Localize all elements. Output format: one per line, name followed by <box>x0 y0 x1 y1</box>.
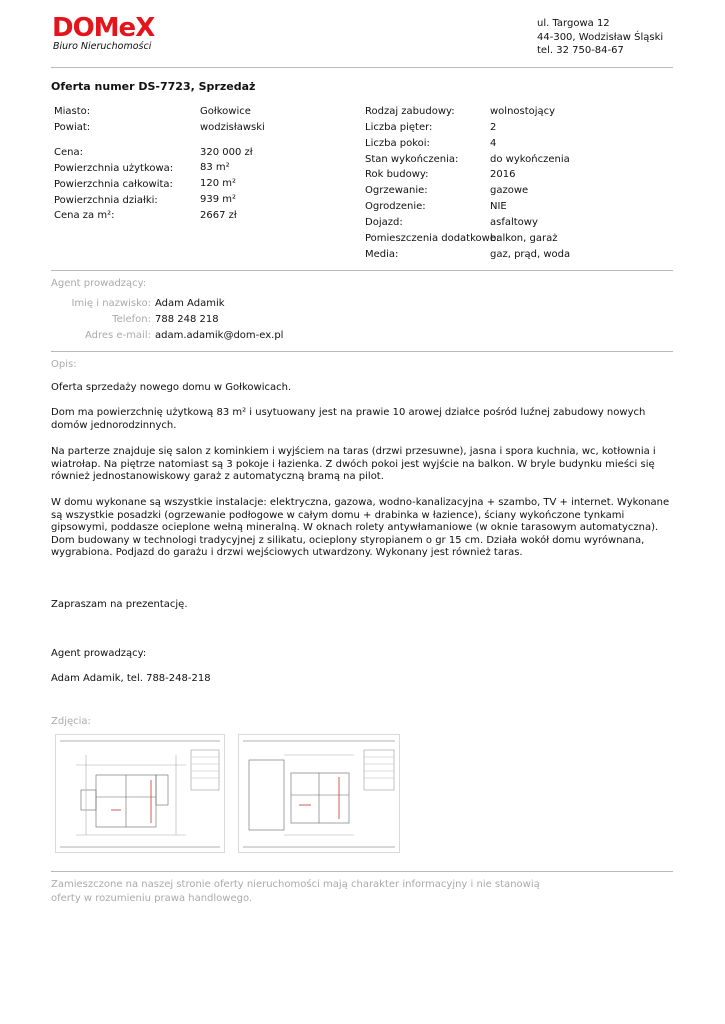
divider <box>51 270 673 271</box>
detail-value-price: 320 000 zł <box>200 147 253 158</box>
detail-label-county: Powiat: <box>54 122 91 133</box>
detail-value-fence: NIE <box>490 201 507 212</box>
detail-label-city: Miasto: <box>54 106 91 117</box>
description-paragraph: Oferta sprzedaży nowego domu w Gołkowicach. <box>51 382 292 393</box>
detail-label-access: Dojazd: <box>365 217 403 228</box>
detail-value-access: asfaltowy <box>490 217 538 228</box>
detail-value-rooms: 4 <box>490 138 497 149</box>
disclaimer: Zamieszczone na naszej stronie oferty nieruchomości mają charakter informacyjny i nie stanowią oferty w rozumieniu prawa handlowego. <box>51 879 540 904</box>
divider <box>51 871 673 872</box>
detail-label-total-area: Powierzchnia całkowita: <box>54 179 173 190</box>
contact-address: ul. Targowa 12 <box>537 18 610 29</box>
detail-label-utilities: Media: <box>365 249 399 260</box>
divider <box>51 351 673 352</box>
description-paragraph: Na parterze znajduje się salon z kominkiem i wyjściem na taras (drzwi przesuwne), jasna i spora kuchnia, wc, kotłownia i wiatrołap. Na piętrze natomiast są 3 pokoje i łazienka. Z dwóch pokoi jest wyjście na balkon. W bryle budynku mieści się również jednostanowiskowy garaż z automatyczną bramą na pilot. <box>51 446 656 482</box>
agent-heading: Agent prowadzący: <box>51 278 147 289</box>
detail-label-year: Rok budowy: <box>365 169 429 180</box>
detail-value-usable-area: 83 m² <box>200 162 230 173</box>
description-paragraph: Adam Adamik, tel. 788-248-218 <box>51 673 211 684</box>
detail-label-floors: Liczba pięter: <box>365 122 433 133</box>
detail-value-floors: 2 <box>490 122 497 133</box>
detail-label-building-type: Rodzaj zabudowy: <box>365 106 455 117</box>
floor-plan-photo[interactable] <box>55 734 225 853</box>
detail-value-extra-rooms: balkon, garaż <box>490 233 558 244</box>
detail-value-year: 2016 <box>490 169 516 180</box>
detail-value-price-per-m2: 2667 zł <box>200 210 237 221</box>
agent-phone: 788 248 218 <box>155 314 219 325</box>
agent-email[interactable]: adam.adamik@dom-ex.pl <box>155 330 284 341</box>
logo-wordmark: DOMeX <box>52 13 155 43</box>
detail-label-extra-rooms: Pomieszczenia dodatkowe: <box>365 233 500 244</box>
photos-heading: Zdjęcia: <box>51 716 91 727</box>
floor-plan-photo[interactable] <box>238 734 400 853</box>
contact-city: 44-300, Wodzisław Śląski <box>537 31 664 43</box>
floor-plan-drawing <box>239 735 399 852</box>
detail-label-usable-area: Powierzchnia użytkowa: <box>54 163 174 174</box>
detail-value-utilities: gaz, prąd, woda <box>490 249 571 260</box>
description-paragraph: Zapraszam na prezentację. <box>51 599 188 610</box>
detail-value-plot-area: 939 m² <box>200 194 237 205</box>
detail-label-rooms: Liczba pokoi: <box>365 138 430 149</box>
agent-email-label: Adres e-mail: <box>84 330 151 341</box>
agent-name: Adam Adamik <box>155 298 225 309</box>
detail-label-price-per-m2: Cena za m²: <box>54 210 115 221</box>
description-paragraph: W domu wykonane są wszystkie instalacje: elektryczna, gazowa, wodno-kanalizacyjna + szambo, TV + internet. Wykonane są wszystkie posadzki (ogrzewanie podłogowe w całym domu + drabinka w łazience), ściany wykończone tynkami gipsowymi, poddasze ocieplone wełną mineralną. W oknach rolety antywłamaniowe (w oknie tarasowym automatyczna). Dom budowany w technologi tradycyjnej z silikatu, ocieplony styropianem o gr 15 cm. Działa wokół domu wyrównana, wygrabiona. Podjazd do garażu i drzwi wejściowych utwardzony. Wykonany jest również taras. <box>51 497 670 558</box>
detail-label-heating: Ogrzewanie: <box>365 185 428 196</box>
office-contact <box>537 17 663 58</box>
detail-label-fence: Ogrodzenie: <box>365 201 426 212</box>
agent-name-label: Imię i nazwisko: <box>71 298 151 309</box>
offer-title: Oferta numer DS-7723, Sprzedaż <box>51 80 256 93</box>
detail-label-plot-area: Powierzchnia działki: <box>54 195 158 206</box>
description-paragraph: Agent prowadzący: <box>51 648 147 659</box>
contact-phone: tel. 32 750-84-67 <box>537 45 624 56</box>
detail-label-finish: Stan wykończenia: <box>365 154 459 165</box>
logo <box>52 14 154 53</box>
logo-tagline: Biuro Nieruchomości <box>53 41 152 52</box>
description-heading: Opis: <box>51 359 77 370</box>
detail-value-building-type: wolnostojący <box>490 106 556 117</box>
detail-value-heating: gazowe <box>490 185 529 196</box>
description-paragraph: Dom ma powierzchnię użytkową 83 m² i usytuowany jest na prawie 10 arowej działce pośród luźnej zabudowy nowych domów jednorodzinnych. <box>51 407 646 431</box>
detail-label-price: Cena: <box>54 147 83 158</box>
floor-plan-drawing <box>56 735 224 852</box>
detail-value-county: wodzisławski <box>200 122 265 133</box>
detail-value-finish: do wykończenia <box>490 154 570 165</box>
detail-value-city: Gołkowice <box>200 106 251 117</box>
detail-value-total-area: 120 m² <box>200 178 237 189</box>
divider <box>51 67 673 68</box>
agent-phone-label: Telefon: <box>112 314 151 325</box>
